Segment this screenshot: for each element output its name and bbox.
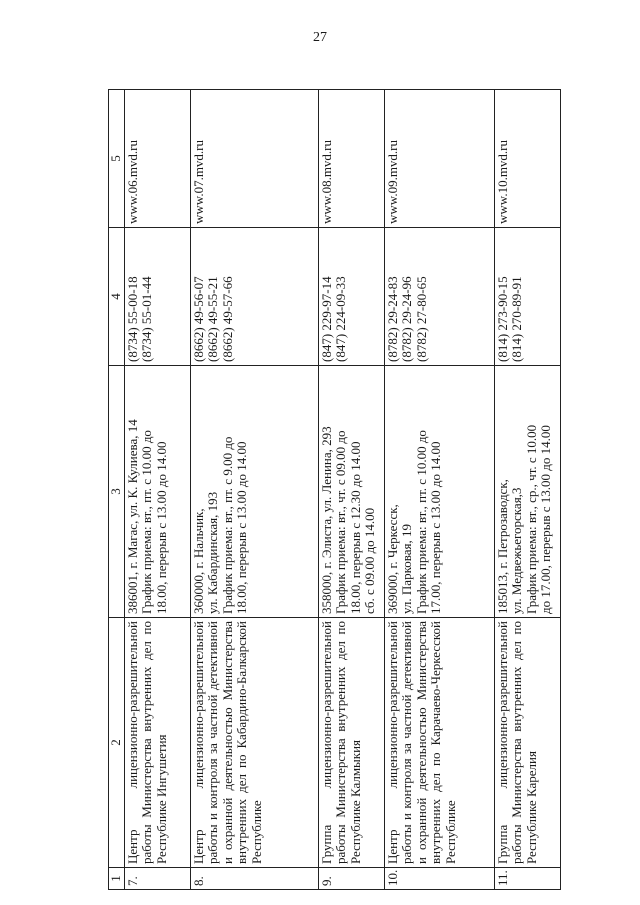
- phone-number: (8662) 49-55-21: [205, 276, 220, 362]
- organization-name: Группа лицензионно-разрешительной работы Министерства внутренних дел по Республике Калмыкия: [318, 618, 384, 868]
- phone-cell: [190, 228, 318, 366]
- licensing-centers-table: [108, 89, 561, 890]
- column-header: 1: [109, 868, 125, 890]
- table-row: [494, 90, 560, 890]
- phone-number: (8782) 29-24-96: [399, 276, 414, 362]
- website-cell: [318, 90, 384, 228]
- organization-name: Центр лицензионно-разрешительной работы Министерства внутренних дел по Республике Ингушетия: [124, 618, 190, 868]
- address-line: 358000, г. Элиста, ул. Ленина, 293: [318, 426, 334, 614]
- organization-name: Центр лицензионно-разрешительной работы и контроля за частной детективной и охранной деятельностью Министерства внутренних дел по Кабардино-Балкарской Республике: [190, 618, 318, 868]
- address-line: 17.00, перерыв с 13.00 до 14.00: [428, 441, 443, 614]
- phone-number: (847) 229-97-14: [318, 276, 334, 362]
- row-number: 8.: [190, 868, 318, 890]
- column-header: 5: [109, 90, 125, 228]
- address-line: График приема: вт., пт. с 9.00 до: [219, 436, 235, 614]
- column-header: 3: [109, 366, 125, 618]
- address-line: ул. Парковая, 19: [399, 524, 414, 614]
- address-cell: [318, 366, 384, 618]
- website-cell: [190, 90, 318, 228]
- organization-name: Центр лицензионно-разрешительной работы и контроля за частной детективной и охранной деятельностью Министерства внутренних дел по Карачаево-Черкесской Республике: [384, 618, 494, 868]
- address-line: График приема: вт., пт. с 10.00 до: [413, 430, 429, 614]
- phone-number: (8662) 49-56-07: [190, 276, 206, 362]
- address-line: График приема: вт., ср., чт. с 10.00: [523, 424, 539, 614]
- website-cell: [124, 90, 190, 228]
- row-number: 9.: [318, 868, 384, 890]
- phone-number: (8782) 27-80-65: [413, 276, 429, 362]
- phone-number: (8782) 29-24-83: [384, 276, 400, 362]
- address-line: 18.00, перерыв с 13.00 до 14.00: [234, 441, 249, 614]
- website-link[interactable]: www.06.mvd.ru: [124, 139, 140, 224]
- page-number: 27: [313, 30, 327, 45]
- address-cell: [124, 366, 190, 618]
- phone-number: (8734) 55-01-44: [139, 276, 154, 362]
- address-line: 185013, г. Петрозаводск,: [494, 479, 510, 614]
- address-line: График приема: вт., чт. с 09.00 до: [333, 430, 348, 614]
- website-link[interactable]: www.07.mvd.ru: [190, 139, 206, 224]
- address-line: 360000, г. Нальчик,: [190, 508, 206, 614]
- website-link[interactable]: www.10.mvd.ru: [494, 139, 510, 224]
- phone-number: (8734) 55-00-18: [124, 276, 140, 362]
- row-number: 11.: [494, 868, 560, 890]
- address-line: сб. с 09.00 до 14.00: [362, 507, 377, 614]
- rotated-table-wrapper: [108, 90, 553, 890]
- address-line: 18.00, перерыв с 13.00 до 14.00: [153, 441, 169, 614]
- organization-name: Группа лицензионно-разрешительной работы Министерства внутренних дел по Республике Карелия: [494, 618, 560, 868]
- address-cell: [190, 366, 318, 618]
- phone-number: (814) 273-90-15: [494, 276, 510, 362]
- table-row: [318, 90, 384, 890]
- phone-cell: [494, 228, 560, 366]
- address-cell: [494, 366, 560, 618]
- row-number: 7.: [124, 868, 190, 890]
- address-line: 369000, г. Черкесск,: [384, 504, 400, 614]
- phone-cell: [318, 228, 384, 366]
- address-line: 386001, г. Магас, ул. К. Кулиева, 14: [124, 419, 140, 614]
- phone-number: (814) 270-89-91: [509, 276, 524, 362]
- address-line: ул. Медвежьегорская,3: [509, 487, 524, 614]
- website-cell: [384, 90, 494, 228]
- address-line: до 17.00, перерыв с 13.00 до 14.00: [538, 425, 553, 614]
- column-header: 4: [109, 228, 125, 366]
- table-row: [124, 90, 190, 890]
- address-line: ул. Кабардинская, 193: [205, 491, 220, 614]
- website-link[interactable]: www.08.mvd.ru: [318, 139, 334, 224]
- website-cell: [494, 90, 560, 228]
- phone-number: (8662) 49-57-66: [219, 276, 235, 362]
- header-row: [109, 90, 125, 890]
- phone-number: (847) 224-09-33: [333, 276, 348, 362]
- address-cell: [384, 366, 494, 618]
- phone-cell: [384, 228, 494, 366]
- row-number: 10.: [384, 868, 494, 890]
- address-line: График приема: вт., пт. с 10.00 до: [139, 430, 154, 614]
- column-header: 2: [109, 618, 125, 868]
- website-link[interactable]: www.09.mvd.ru: [384, 139, 400, 224]
- table-row: [190, 90, 318, 890]
- phone-cell: [124, 228, 190, 366]
- table-row: [384, 90, 494, 890]
- address-line: 18.00, перерыв с 12.30 до 14.00: [347, 441, 363, 614]
